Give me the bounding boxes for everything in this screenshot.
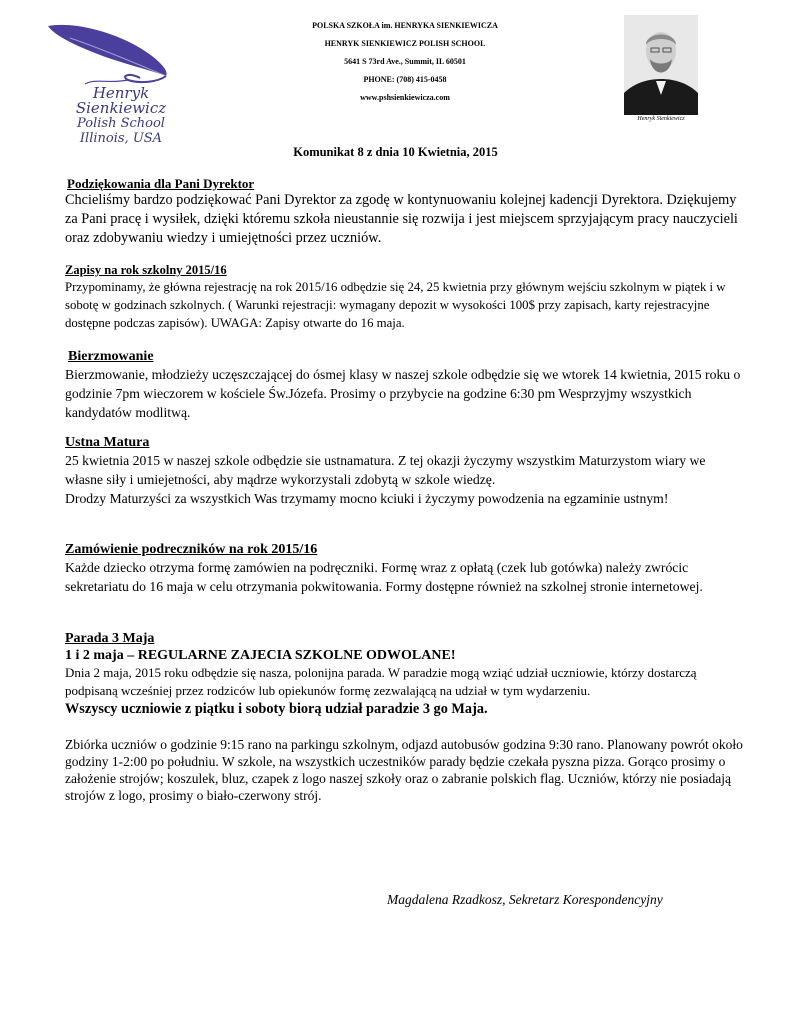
section-parade: [65, 630, 745, 719]
section-text: Drodzy Maturzyści za wszystkich Was trzymamy mocno kciuki i życzymy powodzenia na egzaminie ustnym!: [65, 491, 669, 506]
section-confirmation: [65, 348, 745, 422]
logo-text: [46, 86, 196, 146]
section-gathering: [65, 736, 745, 804]
section-heading: Parada 3 Maja: [65, 631, 155, 646]
section-textbooks: [65, 541, 745, 596]
logo-line-2: Polish School: [77, 116, 165, 131]
section-oral-exam: [65, 434, 745, 508]
school-logo: [40, 18, 200, 146]
section-heading: Bierzmowanie: [68, 349, 154, 364]
document-title: Komunikat 8 z dnia 10 Kwietnia, 2015: [293, 145, 498, 159]
section-heading: Ustna Matura: [65, 435, 150, 450]
header-line-2: HENRYK SIENKIEWICZ POLISH SCHOOL: [324, 39, 486, 48]
header-website: www.pshsienkiewicza.com: [360, 93, 450, 102]
section-text: Przypominamy, że główna rejestrację na rok 2015/16 odbędzie się 24, 25 kwietnia przy głównym wejściu szkolnym w piątek i w sobotę w godzinach szkolnych. ( Warunki rejestracji: wymagany depozit w wysokości 100$ przy zapisach, karty rejestracyjne dostępne podczas zapisów). UWAGA: Zapisy otwarte do 16 maja.: [65, 280, 726, 330]
quill-pen-icon: [40, 18, 200, 93]
section-thanks: [65, 176, 745, 248]
header-line-1: POLSKA SZKOŁA im. HENRYKA SIENKIEWICZA: [312, 21, 498, 30]
section-text: Chcieliśmy bardzo podziękować Pani Dyrektor za zgodę w kontynuowaniu kolejnej kadencji Dyrektora. Dziękujemy za Pani pracę i wysiłek, dzięki któremu szkoła nieustannie się rozwija i jest miejscem sprzyjającym pracy nauczycieli oraz zdobywaniu wiedzy i umiejętności przez uczniów.: [65, 192, 738, 246]
section-text: Każde dziecko otrzyma formę zamówien na podręczniki. Formę wraz z opłatą (czek lub gotówka) należy zwrócic sekretariatu do 16 maja w celu otrzymania pokwitowania. Formy dostępne również na szkolnej stronie internetowej.: [65, 560, 703, 594]
logo-line-1: Henryk Sienkiewicz: [75, 84, 167, 117]
section-text: Zbiórka uczniów o godzinie 9:15 rano na parkingu szkolnym, odjazd autobusów godzina 9:30 rano. Planowany powrót około godziny 1-2:00 po południu. W szkole, na wszystkich uczestników parady będzie czekała pyszna pizza. Gorąco prosimy o założenie strojów; koszulek, bluz, czapek z logo naszej szkoły oraz o zabranie polskich flag. Uczniów, którzy nie posiadają strojów z logo, prosimy o biało-czerwony strój.: [65, 737, 743, 803]
header-address: 5641 S 73rd Ave., Summit, IL 60501: [344, 57, 466, 66]
logo-line-3: Illinois, USA: [79, 131, 163, 146]
section-text: Bierzmowanie, młodzieży uczęszczającej do ósmej klasy w naszej szkole odbędzie się we wtorek 14 kwietnia, 2015 roku o godzinie 7pm wieczorem w kościele Św.Józefa. Prosimy o przybycie na godzine 6:30 pm Wesprzyjmy wszystkich kandydatów modlitwą.: [65, 367, 741, 420]
portrait-caption: Henryk Sienkiewicz: [637, 116, 685, 122]
section-subheading: 1 i 2 maja – REGULARNE ZAJECIA SZKOLNE ODWOLANE!: [65, 648, 456, 663]
section-registration: [65, 263, 745, 332]
portrait-photo: [624, 15, 698, 115]
section-heading: Podziękowania dla Pani Dyrektor: [67, 176, 255, 191]
header-phone: PHONE: (708) 415-0458: [363, 75, 447, 84]
signature: Magdalena Rzadkosz, Sekretarz Korespondencyjny: [387, 892, 663, 907]
section-heading: Zamówienie podreczników na rok 2015/16: [65, 542, 318, 557]
school-header: [250, 17, 560, 107]
section-text: 25 kwietnia 2015 w naszej szkole odbędzie sie ustnamatura. Z tej okazji życzymy wszystkim Maturzystom wiary we własne siły i umiejetności, aby mądrze wykorzystali zdobytą w szkole wiedzę.: [65, 453, 706, 487]
section-heading: Zapisy na rok szkolny 2015/16: [65, 263, 227, 277]
section-text: Dnia 2 maja, 2015 roku odbędzie się nasza, polonijna parada. W paradzie mogą wziąć udział uczniowie, którzy dostarczą podpisaną wcześniej przez rodziców lub opiekunów formę zezwalającą na udział w tym wydarzeniu.: [65, 665, 697, 698]
section-bold-text: Wszyscy uczniowie z piątku i soboty biorą udział paradzie 3 go Maja.: [65, 701, 488, 717]
